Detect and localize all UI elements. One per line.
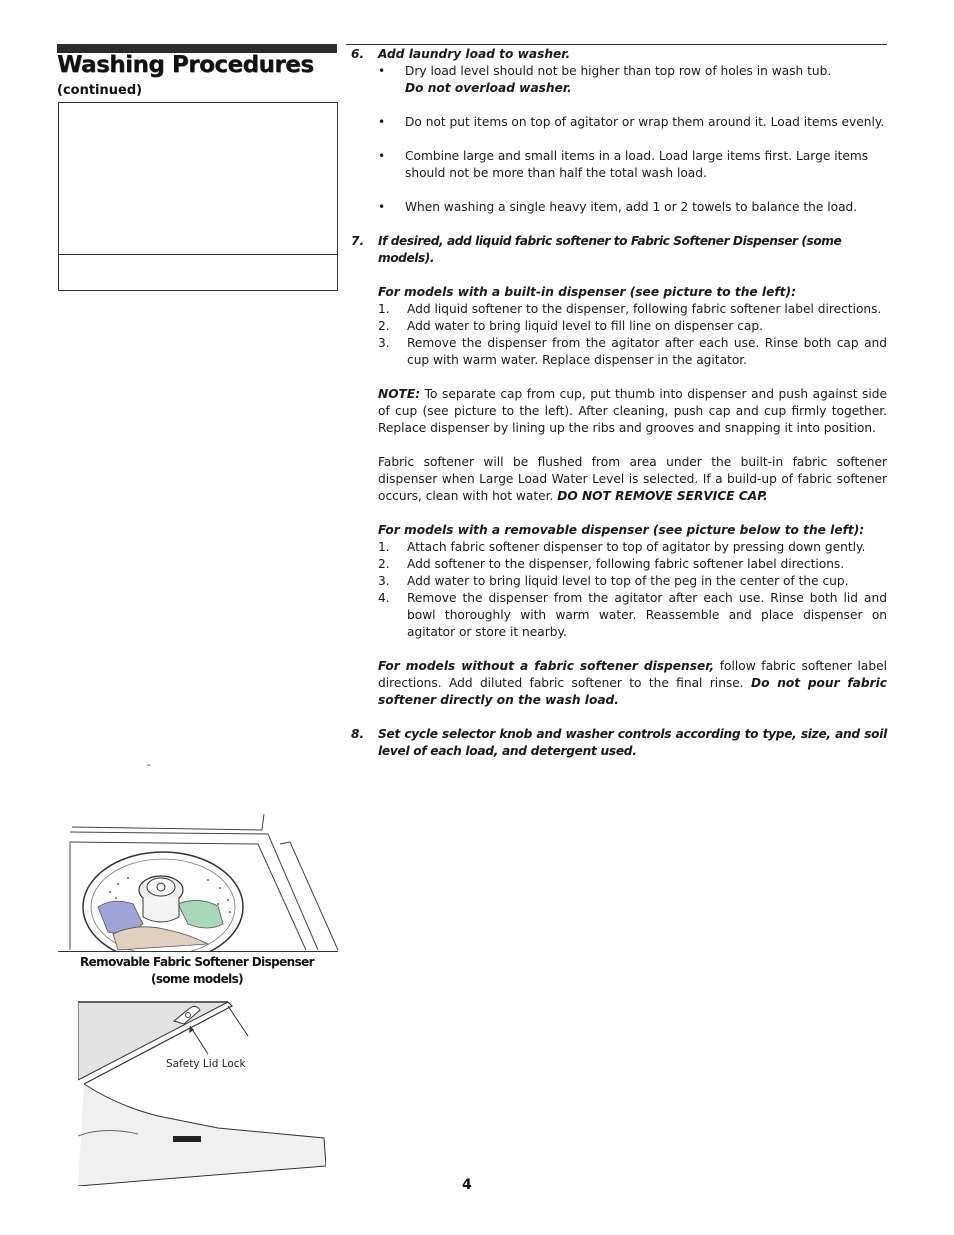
list-number: 3. (378, 574, 390, 588)
bullet-text: Combine large and small items in a load. Load large items first. Large items should not be more than half the total wash load. (405, 149, 869, 180)
bullet-text: Do not put items on top of agitator or wrap them around it. Load items evenly. (405, 115, 885, 129)
list-item (351, 318, 887, 335)
note-paragraph (351, 386, 887, 437)
list-text: Attach fabric softener dispenser to top of agitator by pressing down gently. (407, 540, 866, 554)
bullet-dot: • (378, 64, 386, 78)
bullet-dot: • (378, 115, 386, 129)
list-text: Add water to bring liquid level to top of the peg in the center of the cup. (407, 574, 849, 588)
stray-dash: - (147, 760, 151, 771)
bullet-dot: • (378, 149, 386, 163)
step-7 (351, 233, 887, 267)
step-8 (351, 726, 887, 760)
step-heading: If desired, add liquid fabric softener to Fabric Softener Dispenser (some models). (378, 234, 842, 265)
note-text: To separate cap from cup, put thumb into dispenser and push against side of cup (see picture to the left). After cleaning, push cap and cup firmly together. Replace dispenser by lining up the ribs and grooves and snapping it into position. (378, 387, 888, 435)
list-text: Remove the dispenser from the agitator after each use. Rinse both cap and cup with warm water. Replace dispenser in the agitator. (407, 336, 887, 367)
flush-text: Fabric softener will be flushed from area under the built-in fabric softener dispenser when Large Load Water Level is selected. If a build-up of fabric softener occurs, clean with hot water. (378, 455, 887, 503)
list-item (351, 573, 887, 590)
lid-lock-label: Safety Lid Lock (166, 1058, 246, 1070)
list-number: 2. (378, 557, 390, 571)
list-item (351, 539, 887, 556)
bullet-item (351, 148, 887, 182)
list-number: 1. (378, 302, 390, 316)
list-item (351, 590, 887, 641)
list-number: 2. (378, 319, 390, 333)
list-number: 4. (378, 591, 390, 605)
removable-heading: For models with a removable dispenser (see picture below to the left): (378, 523, 865, 537)
flush-emphasis: DO NOT REMOVE SERVICE CAP. (557, 489, 768, 503)
bullet-text: Dry load level should not be higher than top row of holes in wash tub. (405, 64, 832, 78)
bullet-dot: • (378, 200, 386, 214)
bullet-emphasis: Do not overload washer. (405, 81, 572, 95)
builtin-heading: For models with a built-in dispenser (see picture to the left): (378, 285, 796, 299)
list-item (351, 301, 887, 318)
bullet-item (351, 63, 887, 97)
list-item (351, 335, 887, 369)
list-text: Add water to bring liquid level to fill line on dispenser cap. (407, 319, 764, 333)
list-number: 3. (378, 336, 390, 350)
note-label: NOTE: (378, 387, 421, 401)
list-text: Remove the dispenser from the agitator after each use. Rinse both lid and bowl thoroughly with warm water. Reassemble and place dispenser on agitator or store it nearby. (407, 591, 887, 639)
instructions (351, 46, 887, 760)
bullet-item (351, 114, 887, 131)
step-heading: Add laundry load to washer. (378, 47, 571, 61)
list-number: 1. (378, 540, 390, 554)
blank-figure-box (58, 102, 338, 255)
step-number: 7. (351, 234, 365, 248)
figure-rule (58, 951, 338, 952)
removable-dispenser-illustration (58, 812, 338, 952)
page-number: 4 (462, 1177, 472, 1193)
top-rule (346, 44, 887, 45)
bullet-item (351, 199, 887, 216)
list-text: Add softener to the dispenser, following fabric softener label directions. (407, 557, 845, 571)
page-title: Washing Procedures (57, 52, 314, 78)
step-heading: Set cycle selector knob and washer controls according to type, size, and soil level of each load, and detergent used. (378, 727, 887, 758)
list-text: Add liquid softener to the dispenser, following fabric softener label directions. (407, 302, 882, 316)
without-emphasis: Do not pour fabric softener directly on the wash load. (378, 676, 887, 707)
list-item (351, 556, 887, 573)
without-label: For models without a fabric softener dispenser, (378, 659, 715, 673)
caption-line-2: (some models) (150, 972, 244, 986)
page-subtitle: (continued) (57, 83, 143, 98)
flush-paragraph (351, 454, 887, 505)
caption-line-1: Removable Fabric Softener Dispenser (79, 955, 315, 969)
safety-lid-lock-illustration (78, 996, 326, 1186)
without-text: follow fabric softener label directions. Add diluted fabric softener to the final rinse. (378, 659, 887, 690)
figure-caption (60, 954, 334, 988)
blank-caption-box (58, 254, 338, 291)
without-dispenser-paragraph (351, 658, 887, 709)
step-6 (351, 46, 887, 63)
step-number: 8. (351, 727, 365, 741)
bullet-text: When washing a single heavy item, add 1 or 2 towels to balance the load. (405, 200, 858, 214)
step-number: 6. (351, 47, 365, 61)
